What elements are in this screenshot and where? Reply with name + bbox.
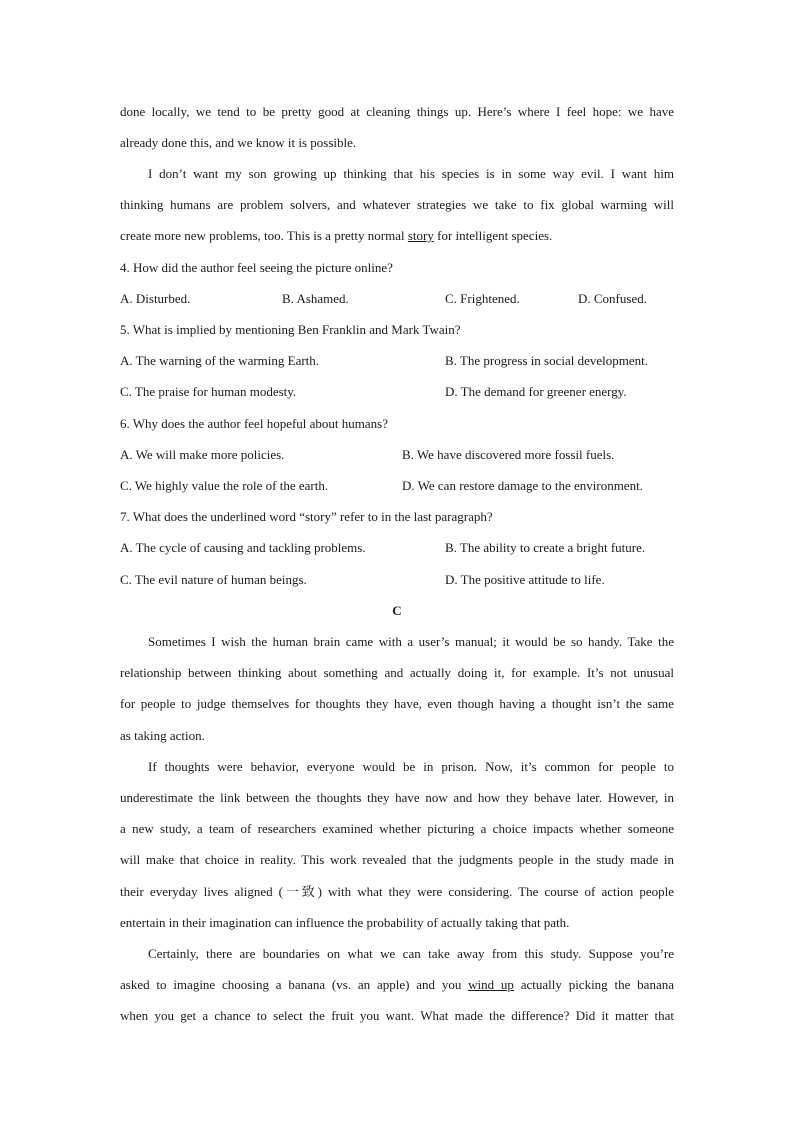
- passage-c-line: a new study, a team of researchers examined whether picturing a choice impacts whether someone: [120, 821, 674, 836]
- passage-c-line: their everyday lives aligned (一致) with what they were considering. The course of action people: [120, 884, 674, 899]
- section-heading: C: [392, 603, 402, 618]
- passage-c-line: relationship between thinking about something and actually doing it, for example. It’s not unusual: [120, 665, 674, 680]
- text-segment: actually picking the banana: [513, 977, 674, 992]
- text-segment: create more new problems, too. This is a pretty normal: [120, 228, 408, 243]
- option-a[interactable]: A. We will make more policies.: [120, 447, 285, 462]
- passage-b-line: I don’t want my son growing up thinking that his species is in some way evil. I want him: [148, 166, 674, 181]
- passage-c-line: Sometimes I wish the human brain came with a user’s manual; it would be so handy. Take the: [148, 634, 674, 649]
- option-a[interactable]: A. Disturbed.: [120, 291, 191, 306]
- passage-c-line: Certainly, there are boundaries on what we can take away from this study. Suppose you’re: [148, 946, 674, 961]
- option-c[interactable]: C. Frightened.: [445, 291, 520, 306]
- option-d[interactable]: D. The positive attitude to life.: [445, 572, 605, 587]
- passage-c-line: underestimate the link between the thoughts they have now and how they behave later. However, in: [120, 790, 674, 805]
- option-d[interactable]: D. The demand for greener energy.: [445, 384, 627, 399]
- text-segment: for intelligent species.: [433, 228, 553, 243]
- passage-c-line: [120, 977, 674, 993]
- option-b[interactable]: B. We have discovered more fossil fuels.: [402, 447, 615, 462]
- option-c[interactable]: C. We highly value the role of the earth.: [120, 478, 329, 493]
- option-c[interactable]: C. The evil nature of human beings.: [120, 572, 307, 587]
- passage-c-line: If thoughts were behavior, everyone would be in prison. Now, it’s common for people to: [148, 759, 674, 774]
- option-b[interactable]: B. The ability to create a bright future.: [445, 540, 646, 555]
- passage-b-line: already done this, and we know it is possible.: [120, 135, 357, 150]
- passage-c-line: when you get a chance to select the fruit you want. What made the difference? Did it matter that: [120, 1008, 674, 1023]
- passage-c-line: for people to judge themselves for thoughts they have, even though having a thought isn’t the same: [120, 696, 674, 711]
- option-a[interactable]: A. The cycle of causing and tackling problems.: [120, 540, 366, 555]
- passage-b-line: [120, 228, 674, 244]
- option-d[interactable]: D. Confused.: [578, 291, 647, 306]
- passage-c-line: entertain in their imagination can influence the probability of actually taking that path.: [120, 915, 570, 930]
- passage-c-line: as taking action.: [120, 728, 205, 743]
- option-d[interactable]: D. We can restore damage to the environment.: [402, 478, 643, 493]
- passage-b-line: thinking humans are problem solvers, and whatever strategies we take to fix global warming will: [120, 197, 674, 212]
- passage-c-line: will make that choice in reality. This work revealed that the judgments people in the study made in: [120, 852, 674, 867]
- underlined-phrase-wind-up: wind up: [468, 977, 514, 992]
- option-b[interactable]: B. The progress in social development.: [445, 353, 649, 368]
- question-stem: 4. How did the author feel seeing the picture online?: [120, 260, 393, 275]
- passage-b-line: done locally, we tend to be pretty good at cleaning things up. Here’s where I feel hope: we have: [120, 104, 674, 119]
- option-b[interactable]: B. Ashamed.: [282, 291, 349, 306]
- question-stem: 7. What does the underlined word “story” refer to in the last paragraph?: [120, 509, 493, 524]
- text-segment: asked to imagine choosing a banana (vs. an apple) and you: [120, 977, 469, 992]
- question-stem: 6. Why does the author feel hopeful about humans?: [120, 416, 388, 431]
- question-stem: 5. What is implied by mentioning Ben Franklin and Mark Twain?: [120, 322, 461, 337]
- option-a[interactable]: A. The warning of the warming Earth.: [120, 353, 320, 368]
- underlined-word-story: story: [407, 228, 434, 243]
- option-c[interactable]: C. The praise for human modesty.: [120, 384, 297, 399]
